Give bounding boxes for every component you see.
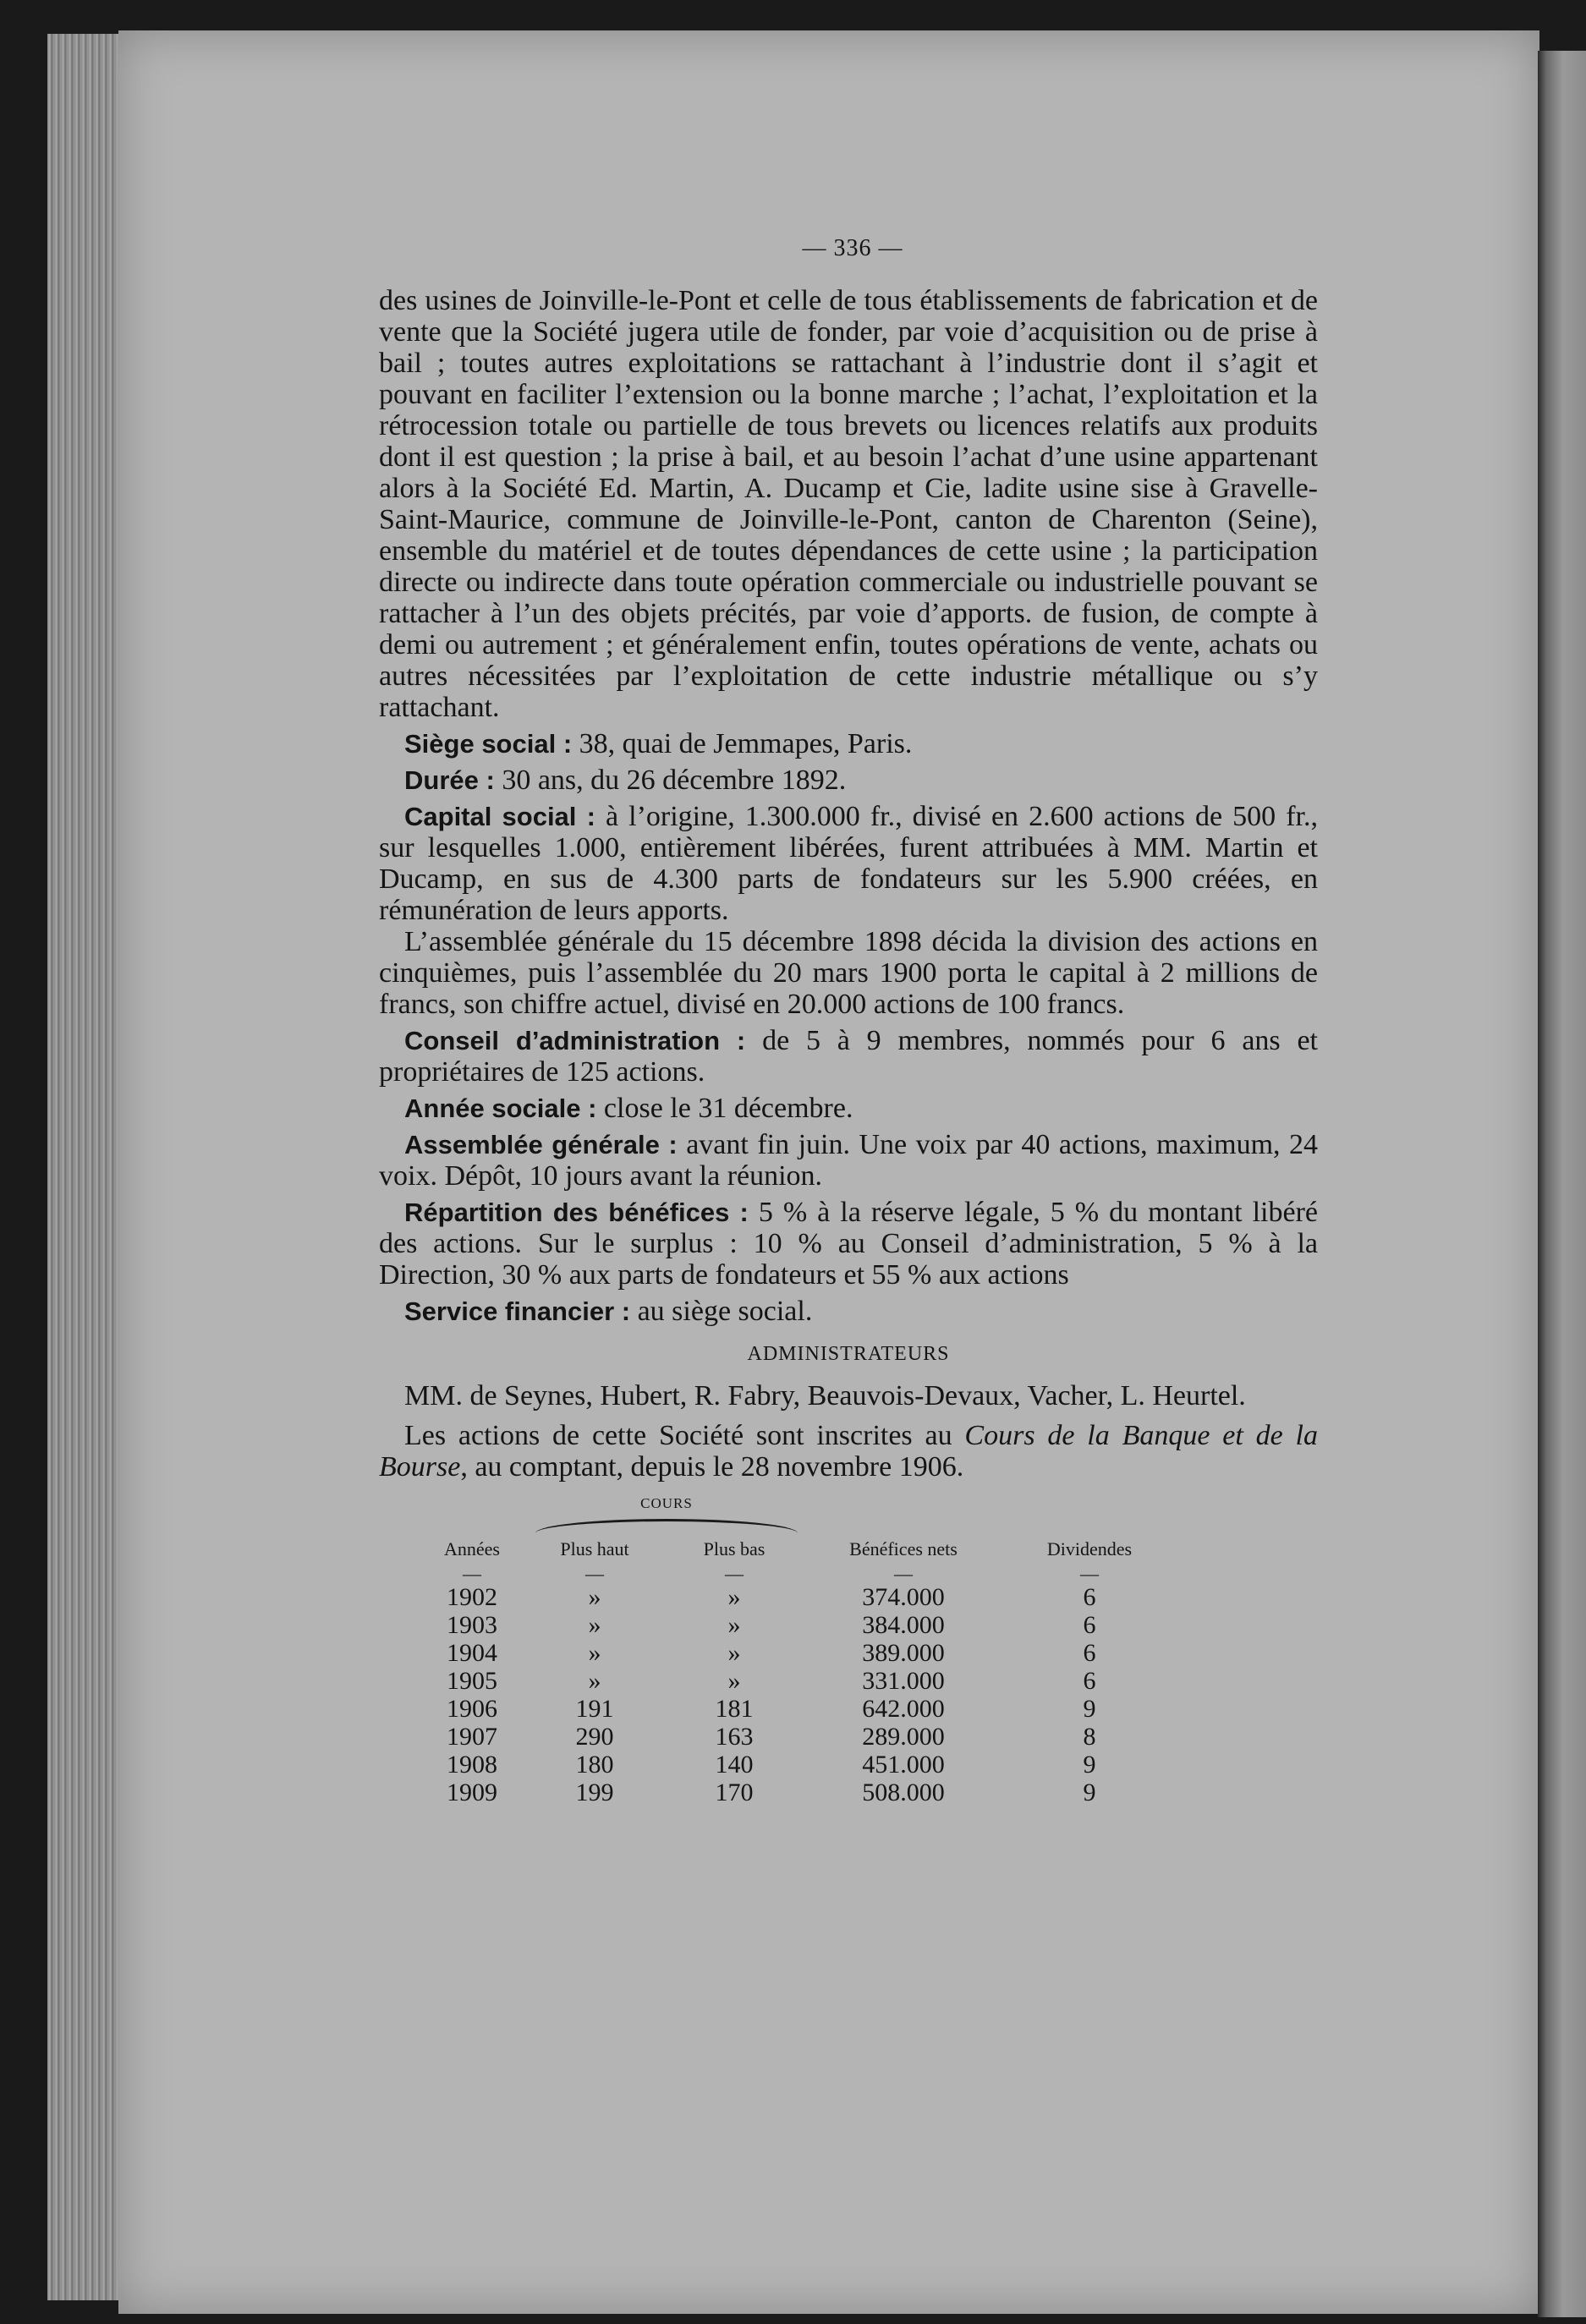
capital-history: L’assemblée générale du 15 décembre 1898 décida la division des actions en cinquièmes, puis l’assemblée du 20 mars 1900 porta le capital à 2 millions de francs, son chiffre actuel, divisé en 20.000 actions de 100 francs. (379, 926, 1318, 1020)
siege-text: 38, quai de Jemmapes, Paris. (579, 728, 913, 759)
year-cell: 1902 (447, 1583, 497, 1611)
annee-label: Année sociale : (404, 1093, 597, 1123)
dividende-cell: 6 (1083, 1639, 1096, 1667)
plus-bas-cell: » (727, 1667, 741, 1695)
table-row (417, 1751, 1178, 1779)
dividende-cell: 8 (1083, 1723, 1096, 1751)
cours-table (417, 1488, 1178, 1806)
plus-bas-cell: 170 (715, 1779, 754, 1806)
cours-group-header (527, 1488, 806, 1533)
table-row (417, 1583, 1178, 1611)
benefices-cell: 289.000 (862, 1723, 945, 1751)
siege-label: Siège social : (404, 729, 573, 759)
plus-bas-cell: 181 (715, 1695, 754, 1723)
plus-bas-cell: » (727, 1639, 741, 1667)
dividende-cell: 9 (1083, 1751, 1096, 1779)
table-row (417, 1611, 1178, 1639)
header-dash: — (1080, 1563, 1099, 1584)
benefices-cell: 451.000 (862, 1751, 945, 1779)
table-row (417, 1695, 1178, 1723)
service-label: Service financier : (404, 1296, 631, 1326)
page-edges-stack (47, 34, 123, 2300)
table-row (417, 1639, 1178, 1667)
assemblee-text: avant fin juin. Une voix par 40 actions, maximum, 24 voix. Dépôt, 10 jours avant la réunion. (379, 1129, 1319, 1192)
cours-brace (535, 1519, 798, 1533)
dividende-cell: 6 (1083, 1667, 1096, 1695)
header-dash: — (725, 1563, 744, 1584)
plus-bas-cell: » (727, 1611, 741, 1639)
conseil-administration (379, 1025, 1318, 1088)
col-plus-haut: Plus haut (560, 1538, 629, 1559)
plus-bas-cell: 140 (715, 1751, 754, 1779)
plus-haut-cell: 180 (575, 1751, 614, 1779)
capital-social (379, 801, 1318, 926)
repartition-text: 5 % à la réserve légale, 5 % du montant libéré des actions. Sur le surplus : 10 % au Conseil d’administration, 5 % à la Direction, 30 % aux parts de fondateurs et 55 % aux actions (379, 1197, 1318, 1291)
assemblee-generale (379, 1129, 1318, 1192)
plus-bas-cell: » (727, 1583, 741, 1611)
benefices-cell: 389.000 (862, 1639, 945, 1667)
year-cell: 1903 (447, 1611, 497, 1639)
col-dividendes: Dividendes (1046, 1538, 1133, 1559)
annee-sociale (379, 1093, 1318, 1124)
header-dash: — (585, 1563, 604, 1584)
plus-haut-cell: 290 (575, 1723, 614, 1751)
year-cell: 1907 (447, 1723, 497, 1751)
plus-bas-cell: 163 (715, 1723, 754, 1751)
service-financier (379, 1296, 1318, 1327)
plus-haut-cell: » (588, 1583, 601, 1611)
header-dash: — (894, 1563, 913, 1584)
year-cell: 1905 (447, 1667, 497, 1695)
benefices-cell: 508.000 (862, 1779, 945, 1806)
benefices-cell: 642.000 (862, 1695, 945, 1723)
year-cell: 1909 (447, 1779, 497, 1806)
col-annees: Années (444, 1538, 500, 1559)
cours-table-body (417, 1583, 1178, 1806)
plus-haut-cell: 191 (575, 1695, 614, 1723)
table-row (417, 1723, 1178, 1751)
note-after: , au comptant, depuis le 28 novembre 1906. (460, 1451, 964, 1483)
conseil-label: Conseil d’administration : (404, 1026, 746, 1055)
year-cell: 1906 (447, 1695, 497, 1723)
dividende-cell: 6 (1083, 1583, 1096, 1611)
year-cell: 1908 (447, 1751, 497, 1779)
header-dash: — (463, 1563, 481, 1584)
dividende-cell: 6 (1083, 1611, 1096, 1639)
cotation-note (379, 1420, 1318, 1483)
note-before: Les actions de cette Société sont inscrites au (404, 1420, 965, 1451)
dividende-cell: 9 (1083, 1779, 1096, 1806)
administrateurs-list: MM. de Seynes, Hubert, R. Fabry, Beauvois-Devaux, Vacher, L. Heurtel. (404, 1380, 1246, 1411)
page-content (379, 233, 1318, 1806)
facing-page-edge (1538, 51, 1586, 2317)
plus-haut-cell: » (588, 1611, 601, 1639)
duree (379, 765, 1318, 796)
assemblee-label: Assemblée générale : (404, 1130, 678, 1159)
capital-text: à l’origine, 1.300.000 fr., divisé en 2.600 actions de 500 fr., sur lesquelles 1.000, entièrement libérées, furent attribuées à MM. Martin et Ducamp, en sus de 4.300 parts de fondateurs sur les 5.900 créées, en rémunération de leurs apports. (379, 801, 1319, 926)
siege-social (379, 728, 1318, 759)
page-number: — 336 — (802, 235, 903, 261)
plus-haut-cell: 199 (575, 1779, 614, 1806)
duree-label: Durée : (404, 765, 495, 795)
dividende-cell: 9 (1083, 1695, 1096, 1723)
opening-paragraph: des usines de Joinville-le-Pont et celle de tous établissements de fabrication et de vente que la Société jugera utile de fonder, par voie d’acquisition ou de prise à bail ; toutes autres exploitations se rattachant à l’industrie dont il s’agit et pouvant en faciliter l’extension ou la bonne marche ; l’achat, l’exploitation et la rétrocession totale ou partielle de tous brevets ou licences relatifs aux produits dont il est question ; la prise à bail, et au besoin l’achat d’une usine appartenant alors à la Société Ed. Martin, A. Ducamp et Cie, ladite usine sise à Gravelle-Saint-Maurice, commune de Joinville-le-Pont, canton de Charenton (Seine), ensemble du matériel et de toutes dépendances de cette usine ; la participation directe ou indirecte dans toute opération commerciale ou industrielle pouvant se rattacher à l’un des objets précités, par voie d’apports. de fusion, de compte à demi ou autrement ; et généralement enfin, toutes opérations de vente, achats ou autres nécessitées par l’exploitation de cette industrie métallique ou s’y rattachant. (379, 285, 1318, 723)
plus-haut-cell: » (588, 1639, 601, 1667)
repartition-label: Répartition des bénéfices : (404, 1198, 749, 1227)
capital-label: Capital social : (404, 802, 595, 831)
benefices-cell: 331.000 (862, 1667, 945, 1695)
annee-text: close le 31 décembre. (603, 1093, 853, 1124)
col-benefices: Bénéfices nets (849, 1538, 958, 1559)
conseil-text: de 5 à 9 membres, nommés pour 6 ans et propriétaires de 125 actions. (379, 1025, 1318, 1088)
plus-haut-cell: » (588, 1667, 601, 1695)
benefices-cell: 374.000 (862, 1583, 945, 1611)
year-cell: 1904 (447, 1639, 497, 1667)
table-row (417, 1779, 1178, 1806)
duree-text: 30 ans, du 26 décembre 1892. (502, 765, 847, 796)
service-text: au siège social. (637, 1296, 813, 1327)
col-plus-bas: Plus bas (703, 1538, 766, 1559)
repartition-benefices (379, 1197, 1318, 1291)
note-publication: Cours de la Banque et de la Bourse (379, 1420, 1318, 1483)
cours-label: COURS (640, 1495, 693, 1511)
administrateurs-heading: ADMINISTRATEURS (747, 1343, 950, 1365)
table-row (417, 1667, 1178, 1695)
benefices-cell: 384.000 (862, 1611, 945, 1639)
